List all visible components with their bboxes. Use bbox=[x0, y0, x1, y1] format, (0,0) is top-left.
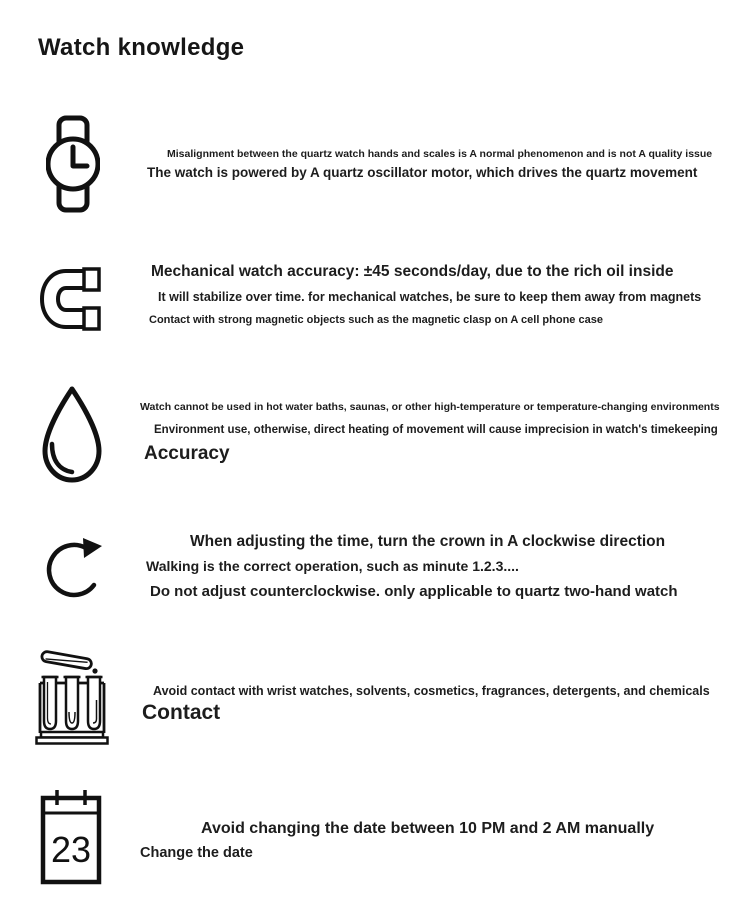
clockwise-rotation-icon bbox=[43, 528, 105, 606]
water-drop-icon bbox=[38, 385, 106, 485]
test-tubes-icon bbox=[35, 650, 111, 745]
section-quartz-main-line: The watch is powered by A quartz oscillator motor, which drives the quartz movement bbox=[147, 165, 698, 180]
section-date-main-line: Avoid changing the date between 10 PM and 2 AM manually bbox=[201, 820, 655, 837]
section-crown-warning-line: Do not adjust counterclockwise. only applicable to quartz two-hand watch bbox=[150, 583, 678, 600]
wristwatch-icon bbox=[46, 115, 100, 213]
section-temperature-note-line: Watch cannot be used in hot water baths, saunas, or other high-temperature or temperature-changing environments bbox=[140, 401, 720, 413]
magnet-icon-svg bbox=[38, 267, 102, 331]
page-title: Watch knowledge bbox=[38, 34, 245, 61]
magnet-icon bbox=[38, 267, 102, 331]
section-date-heading: Change the date bbox=[140, 845, 253, 861]
section-crown-main-line: When adjusting the time, turn the crown in A clockwise direction bbox=[190, 533, 666, 550]
section-magnet-main-line: Mechanical watch accuracy: ±45 seconds/day, due to the rich oil inside bbox=[151, 263, 674, 280]
section-temperature-sub-line: Environment use, otherwise, direct heating of movement will cause imprecision in watch's timekeeping bbox=[154, 424, 718, 436]
section-temperature-heading: Accuracy bbox=[144, 443, 230, 464]
calendar-day-number: 23 bbox=[50, 829, 92, 870]
clockwise-rotation-icon-svg bbox=[43, 528, 105, 606]
water-drop-icon-svg bbox=[38, 385, 106, 485]
section-contact-heading: Contact bbox=[142, 701, 221, 724]
section-magnet-sub-line: It will stabilize over time. for mechanical watches, be sure to keep them away from magnets bbox=[158, 290, 702, 304]
test-tubes-icon-svg bbox=[35, 650, 111, 745]
calendar-icon bbox=[40, 788, 102, 885]
wristwatch-icon-svg bbox=[46, 115, 100, 213]
section-crown-sub-line: Walking is the correct operation, such as minute 1.2.3.... bbox=[146, 558, 519, 574]
section-contact-note-line: Avoid contact with wrist watches, solvents, cosmetics, fragrances, detergents, and chemicals bbox=[153, 684, 710, 698]
calendar-icon-svg bbox=[40, 788, 102, 885]
section-quartz-note-line: Misalignment between the quartz watch hands and scales is A normal phenomenon and is not A quality issue bbox=[167, 148, 713, 160]
section-magnet-note-line: Contact with strong magnetic objects such as the magnetic clasp on A cell phone case bbox=[149, 314, 603, 326]
